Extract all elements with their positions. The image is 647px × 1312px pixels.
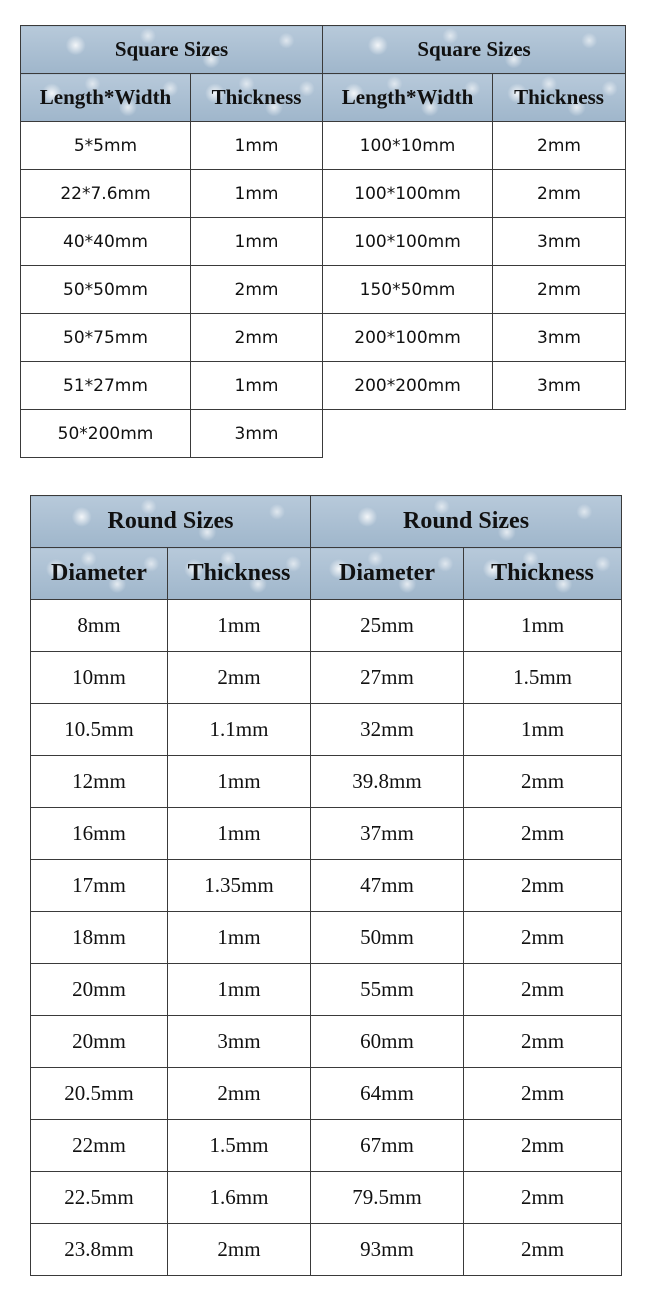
square-table-body [21,122,626,458]
thickness-cell: 2mm [464,1068,622,1120]
diameter-cell: 23.8mm [31,1224,168,1276]
thickness-cell: 1mm [191,170,323,218]
size-cell: 51*27mm [21,362,191,410]
size-cell: 150*50mm [323,266,493,314]
round-sizes-table [30,495,622,1276]
thickness-cell: 1mm [168,912,311,964]
table-row [31,756,622,808]
table-row [31,808,622,860]
size-cell: 100*10mm [323,122,493,170]
column-header-diameter: Diameter [311,548,464,600]
square-sizes-table [20,25,626,458]
size-cell: 200*200mm [323,362,493,410]
table-row [31,1224,622,1276]
table-row [31,860,622,912]
diameter-cell: 60mm [311,1016,464,1068]
diameter-cell: 55mm [311,964,464,1016]
round-title-row [31,496,622,548]
table-row [31,964,622,1016]
diameter-cell: 37mm [311,808,464,860]
diameter-cell: 22.5mm [31,1172,168,1224]
thickness-cell: 1.5mm [168,1120,311,1172]
thickness-cell: 2mm [168,1224,311,1276]
table-row [31,652,622,704]
thickness-cell: 2mm [464,964,622,1016]
column-header-thickness: Thickness [464,548,622,600]
thickness-cell: 3mm [191,410,323,458]
table-row [21,122,626,170]
diameter-cell: 64mm [311,1068,464,1120]
diameter-cell: 50mm [311,912,464,964]
table-row [31,1016,622,1068]
thickness-cell: 2mm [493,266,626,314]
diameter-cell: 27mm [311,652,464,704]
diameter-cell: 47mm [311,860,464,912]
diameter-cell: 39.8mm [311,756,464,808]
thickness-cell: 2mm [493,122,626,170]
diameter-cell: 32mm [311,704,464,756]
thickness-cell: 1mm [464,600,622,652]
thickness-cell: 3mm [168,1016,311,1068]
thickness-cell: 2mm [464,1172,622,1224]
size-cell: 50*75mm [21,314,191,362]
column-header-diameter: Diameter [31,548,168,600]
diameter-cell: 17mm [31,860,168,912]
table-row [31,1068,622,1120]
table-row [31,1172,622,1224]
diameter-cell: 12mm [31,756,168,808]
table-row [21,218,626,266]
empty-cell [493,410,626,458]
thickness-cell: 1mm [168,808,311,860]
thickness-cell: 3mm [493,218,626,266]
table-row [31,600,622,652]
thickness-cell: 2mm [191,314,323,362]
diameter-cell: 20.5mm [31,1068,168,1120]
diameter-cell: 8mm [31,600,168,652]
table-row [21,314,626,362]
thickness-cell: 1.6mm [168,1172,311,1224]
thickness-cell: 2mm [464,1120,622,1172]
diameter-cell: 10mm [31,652,168,704]
diameter-cell: 79.5mm [311,1172,464,1224]
size-cell: 50*50mm [21,266,191,314]
thickness-cell: 1mm [168,964,311,1016]
column-header-length-width: Length*Width [323,74,493,122]
thickness-cell: 2mm [168,1068,311,1120]
thickness-cell: 3mm [493,314,626,362]
diameter-cell: 67mm [311,1120,464,1172]
table-row [31,1120,622,1172]
column-header-length-width: Length*Width [21,74,191,122]
table-row [31,704,622,756]
diameter-cell: 25mm [311,600,464,652]
round-title-left: Round Sizes [31,496,311,548]
square-column-header-row [21,74,626,122]
size-cell: 100*100mm [323,218,493,266]
thickness-cell: 1mm [168,600,311,652]
square-title-right: Square Sizes [323,26,626,74]
size-cell: 100*100mm [323,170,493,218]
square-title-row [21,26,626,74]
thickness-cell: 1.5mm [464,652,622,704]
thickness-cell: 1mm [191,122,323,170]
thickness-cell: 2mm [464,1016,622,1068]
thickness-cell: 2mm [493,170,626,218]
diameter-cell: 16mm [31,808,168,860]
thickness-cell: 3mm [493,362,626,410]
thickness-cell: 2mm [464,756,622,808]
size-cell: 5*5mm [21,122,191,170]
table-row [21,170,626,218]
thickness-cell: 2mm [464,1224,622,1276]
table-row [21,266,626,314]
size-cell: 50*200mm [21,410,191,458]
thickness-cell: 1mm [191,362,323,410]
thickness-cell: 1.35mm [168,860,311,912]
thickness-cell: 2mm [464,860,622,912]
column-header-thickness: Thickness [168,548,311,600]
thickness-cell: 2mm [191,266,323,314]
thickness-cell: 1mm [168,756,311,808]
empty-cell [323,410,493,458]
thickness-cell: 2mm [168,652,311,704]
diameter-cell: 18mm [31,912,168,964]
diameter-cell: 20mm [31,1016,168,1068]
round-column-header-row [31,548,622,600]
round-title-right: Round Sizes [311,496,622,548]
square-title-left: Square Sizes [21,26,323,74]
diameter-cell: 20mm [31,964,168,1016]
table-row [21,362,626,410]
thickness-cell: 2mm [464,912,622,964]
size-cell: 22*7.6mm [21,170,191,218]
round-table-body [31,600,622,1276]
table-row [31,912,622,964]
thickness-cell: 1mm [464,704,622,756]
diameter-cell: 10.5mm [31,704,168,756]
thickness-cell: 2mm [464,808,622,860]
column-header-thickness: Thickness [493,74,626,122]
thickness-cell: 1mm [191,218,323,266]
thickness-cell: 1.1mm [168,704,311,756]
diameter-cell: 93mm [311,1224,464,1276]
table-row [21,410,626,458]
column-header-thickness: Thickness [191,74,323,122]
diameter-cell: 22mm [31,1120,168,1172]
size-cell: 40*40mm [21,218,191,266]
size-cell: 200*100mm [323,314,493,362]
